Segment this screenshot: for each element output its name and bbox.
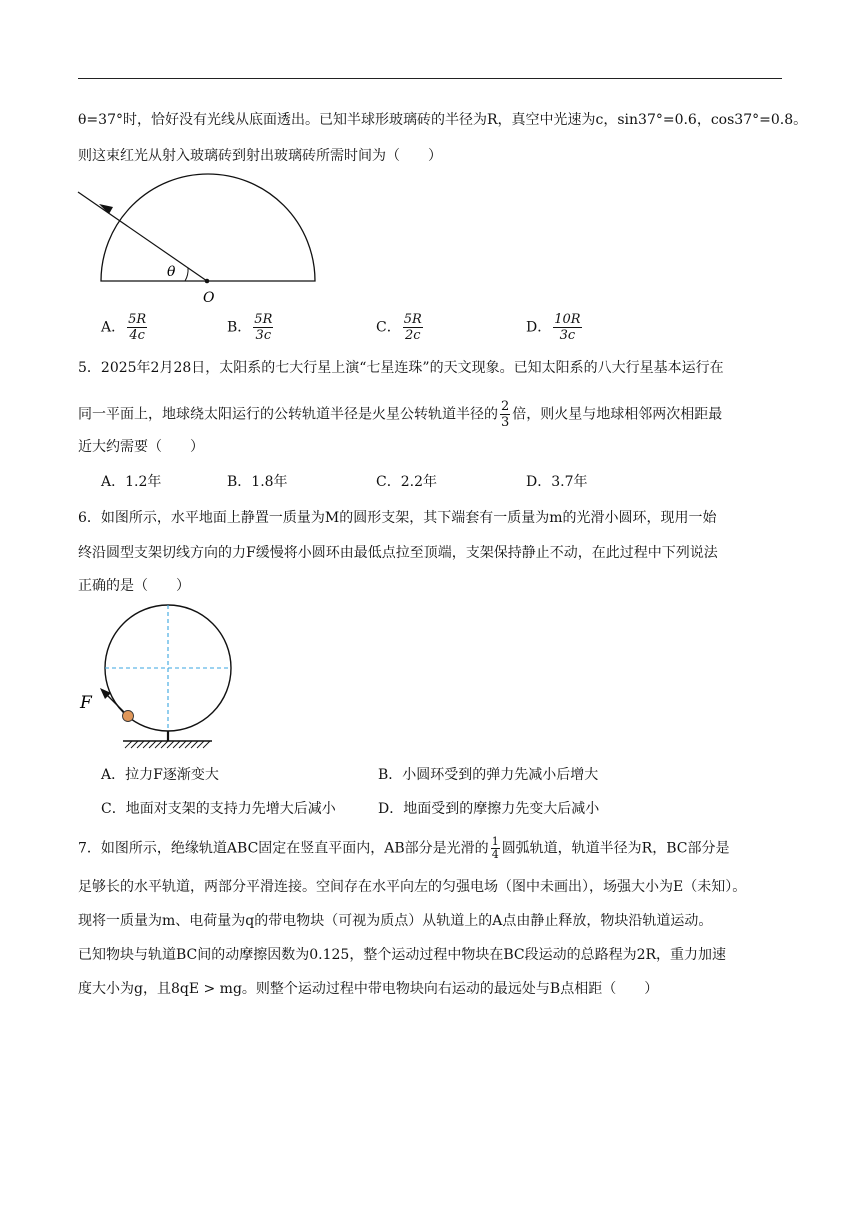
q7-text-line-4: 已知物块与轨道BC间的动摩擦因数为0.125，整个运动过程中物块在BC段运动的总路程为2R，重力加速: [78, 947, 727, 963]
q4-option-b: B． $\frac{5R}{3c}$: [227, 312, 273, 343]
q5-text-line-2: 同一平面上，地球绕太阳运行的公转轨道半径是火星公转轨道半径的 $\frac{2}{3}$ 倍，则火星与地球相邻两次相距最: [78, 399, 723, 430]
q4-figure-theta-label: θ: [167, 264, 176, 280]
q4-option-c: C． $\frac{5R}{2c}$: [376, 312, 422, 343]
q7-text-line-5: 度大小为g，且8qE > mg。则整个运动过程中带电物块向右运动的最远处与B点相距（ ）: [78, 981, 659, 997]
q6-figure-f-label: F: [80, 693, 92, 713]
q4-figure-o-label: O: [203, 290, 215, 306]
q6-option-a: A．拉力F逐渐变大: [101, 767, 219, 783]
q6-text-line-2: 终沿圆型支架切线方向的力F缓慢将小圆环由最低点拉至顶端，支架保持静止不动，在此过程中下列说法: [78, 545, 718, 561]
q6-text-line-1: 6．如图所示，水平地面上静置一质量为M的圆形支架，其下端套有一质量为m的光滑小圆环，现用一始: [78, 510, 717, 526]
q6-text-line-3: 正确的是（ ）: [78, 578, 190, 594]
q5-option-d: D．3.7年: [526, 474, 588, 490]
q7-text-line-2: 足够长的水平轨道，两部分平滑连接。空间存在水平向左的匀强电场（图中未画出），场强大小为E（未知）。: [78, 879, 747, 895]
q5-option-b: B．1.8年: [227, 474, 288, 490]
q5-option-c: C．2.2年: [376, 474, 437, 490]
q6-option-b: B．小圆环受到的弹力先减小后增大: [378, 767, 599, 783]
q6-option-d: D．地面受到的摩擦力先变大后减小: [378, 801, 600, 817]
q7-text-line-1: 7．如图所示，绝缘轨道ABC固定在竖直平面内，AB部分是光滑的 $\frac{1}{4}$ 圆弧轨道，轨道半径为R，BC部分是: [78, 835, 730, 861]
q6-option-c: C．地面对支架的支持力先增大后减小: [101, 801, 336, 817]
q7-text-line-3: 现将一质量为m、电荷量为q的带电物块（可视为质点）从轨道上的A点由静止释放，物块沿轨道运动。: [78, 913, 713, 929]
q4-text-line-2: 则这束红光从射入玻璃砖到射出玻璃砖所需时间为（ ）: [78, 148, 442, 164]
q5-option-a: A．1.2年: [101, 474, 162, 490]
q5-text-line-3: 近大约需要（ ）: [78, 439, 204, 455]
q5-text-line-1: 5．2025年2月28日，太阳系的七大行星上演“七星连珠”的天文现象。已知太阳系的八大行星基本运行在: [78, 360, 724, 376]
q4-text-line-1: θ=37°时，恰好没有光线从底面透出。已知半球形玻璃砖的半径为R，真空中光速为c，sin37°=0.6，cos37°=0.8。: [78, 112, 808, 128]
q4-option-a: A． $\frac{5R}{4c}$: [101, 312, 147, 343]
q4-option-d: D． $\frac{10R}{3c}$: [526, 312, 581, 343]
